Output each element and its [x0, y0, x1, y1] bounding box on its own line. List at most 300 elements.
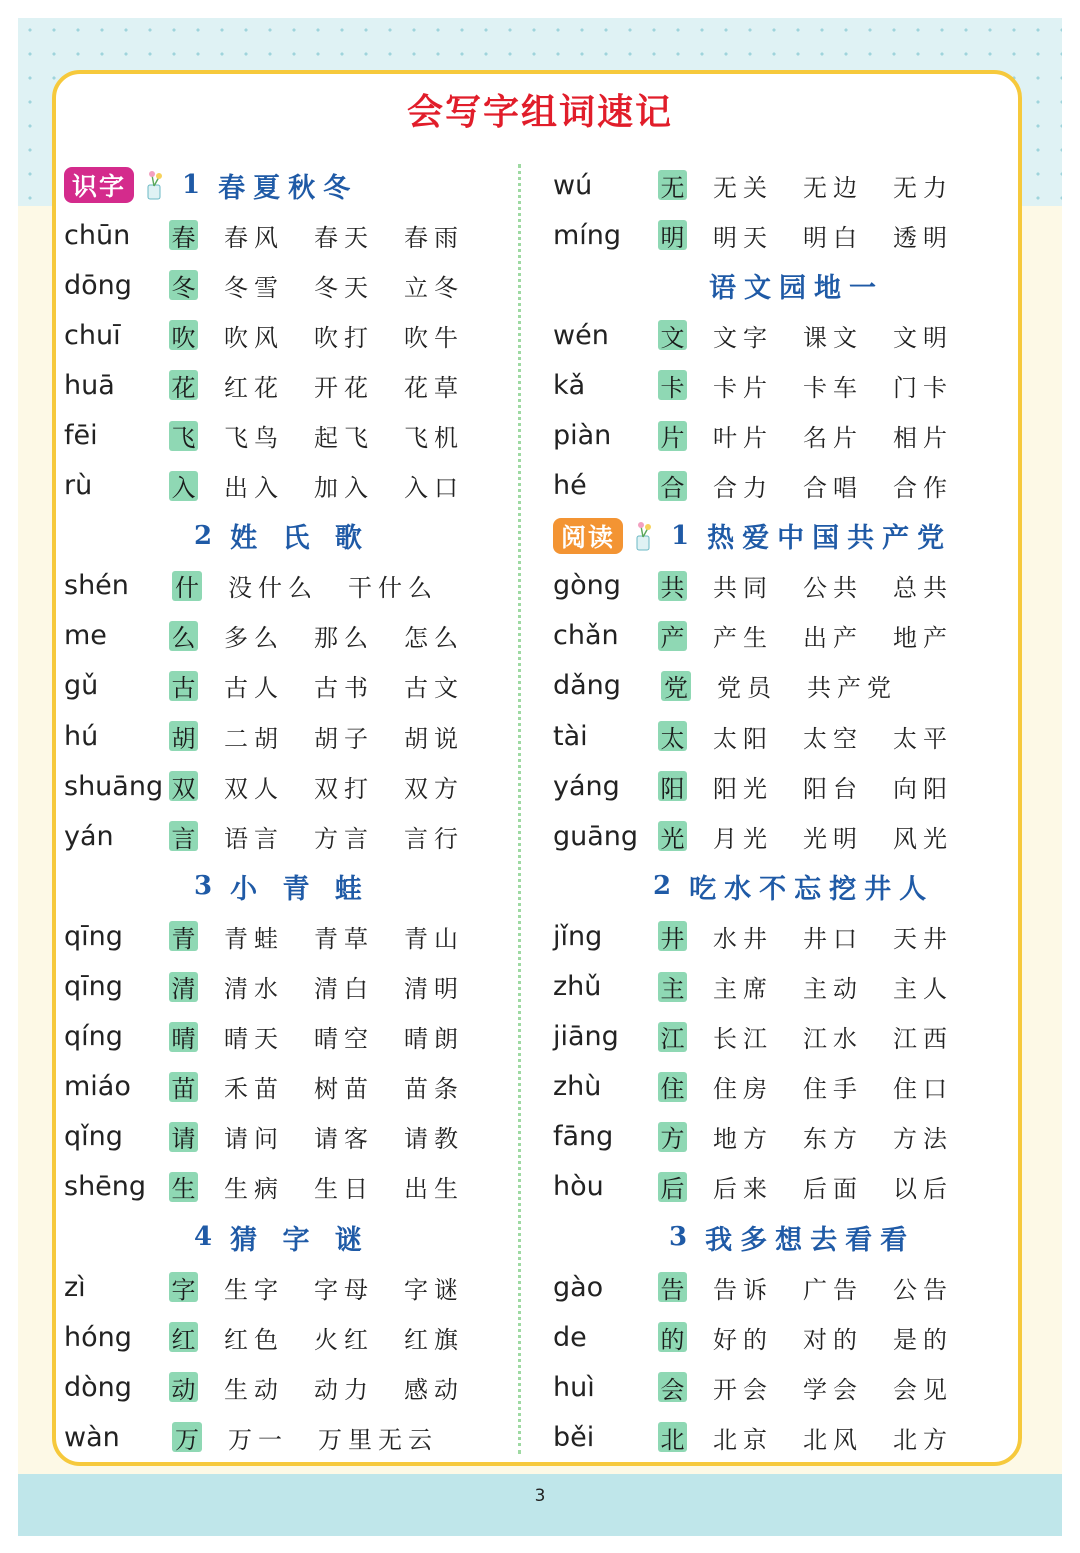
word: 入口: [404, 474, 464, 503]
word: 无力: [893, 173, 953, 202]
vocab-row: [64, 210, 494, 260]
word: 以后: [893, 1175, 953, 1204]
vocab-row: [553, 661, 983, 711]
word: 吹牛: [404, 323, 464, 352]
character-box: 的: [658, 1322, 687, 1352]
word: 相片: [893, 424, 953, 453]
character-box: 党: [661, 671, 691, 701]
word-list: [224, 969, 494, 1004]
word: 晴空: [314, 1025, 374, 1054]
vocab-row: [553, 1362, 983, 1412]
character-box: 春: [169, 220, 198, 250]
pinyin: hé: [553, 470, 587, 502]
pinyin: míng: [553, 219, 622, 251]
pinyin: qíng: [64, 1021, 123, 1053]
word-list: [224, 368, 494, 403]
vocab-row: [64, 1412, 494, 1462]
column-divider: [518, 164, 521, 1454]
word: 请客: [314, 1125, 374, 1154]
character-box: 古: [169, 671, 198, 701]
vocab-row: [553, 911, 983, 961]
pinyin: hóng: [64, 1321, 132, 1353]
word: 门卡: [893, 373, 953, 402]
pinyin: zì: [64, 1271, 86, 1303]
vocab-row: [553, 1312, 983, 1362]
word: 二胡: [224, 724, 284, 753]
pinyin: shēng: [64, 1171, 147, 1203]
word: 共同: [713, 574, 773, 603]
pinyin: chūn: [64, 219, 131, 251]
vocab-row: [64, 1362, 494, 1412]
word: 双打: [314, 774, 374, 803]
word: 生日: [314, 1175, 374, 1204]
word: 生字: [224, 1275, 284, 1304]
left-column: [64, 160, 494, 1462]
lesson-title: 猜 字 谜: [230, 1224, 370, 1256]
word-list: [224, 218, 494, 253]
word: 叶片: [713, 424, 773, 453]
pinyin: rù: [64, 470, 93, 502]
pinyin: zhǔ: [553, 971, 602, 1003]
word-list: [713, 919, 983, 954]
word: 阳光: [713, 774, 773, 803]
word: 文字: [713, 323, 773, 352]
pinyin: shuāng: [64, 770, 164, 802]
word: 公告: [893, 1275, 953, 1304]
word: 好的: [713, 1325, 773, 1354]
word-list: [224, 1270, 494, 1305]
character-box: 胡: [169, 721, 198, 751]
pinyin: kǎ: [553, 369, 586, 401]
vocab-row: [64, 360, 494, 410]
word: 感动: [404, 1375, 464, 1404]
word: 透明: [893, 223, 953, 252]
word: 卡车: [803, 373, 863, 402]
character-box: 太: [658, 721, 687, 751]
vocab-row: [64, 711, 494, 761]
vocab-row: [64, 962, 494, 1012]
lesson-title: 我多想去看看: [705, 1224, 916, 1256]
word: 无边: [803, 173, 863, 202]
right-column: [553, 160, 983, 1462]
word: 青草: [314, 924, 374, 953]
word: 向阳: [893, 774, 953, 803]
character-box: 共: [658, 571, 687, 601]
word: 晴天: [224, 1025, 284, 1054]
word: 文明: [893, 323, 953, 352]
word: 红旗: [404, 1325, 464, 1354]
word: 怎么: [404, 624, 464, 653]
word-list: [224, 1069, 494, 1104]
word: 春风: [224, 223, 284, 252]
character-box: 动: [169, 1372, 198, 1402]
character-box: 会: [658, 1372, 687, 1402]
word: 立冬: [404, 273, 464, 302]
word: 方法: [893, 1125, 953, 1154]
vocab-row: [553, 1162, 983, 1212]
word: 字母: [314, 1275, 374, 1304]
word: 春天: [314, 223, 374, 252]
vocab-row: [553, 711, 983, 761]
word: 光明: [803, 824, 863, 853]
pinyin: běi: [553, 1421, 595, 1453]
character-box: 告: [658, 1272, 687, 1302]
lesson-heading: [64, 511, 494, 561]
pinyin: me: [64, 620, 107, 652]
word: 明白: [803, 223, 863, 252]
lesson-number: 1: [671, 520, 690, 551]
word-list: [713, 1019, 983, 1054]
lesson-title: 热爱中国共产党: [707, 523, 953, 555]
character-box: 井: [658, 921, 687, 951]
character-box: 片: [658, 421, 687, 451]
word-list: [224, 1169, 494, 1204]
pinyin: jiāng: [553, 1021, 619, 1053]
word: 合唱: [803, 474, 863, 503]
character-box: 清: [169, 972, 198, 1002]
word: 方言: [314, 824, 374, 853]
pinyin: dòng: [64, 1371, 132, 1403]
word-list: [713, 969, 983, 1004]
pinyin: miáo: [64, 1071, 131, 1103]
word: 共产党: [807, 674, 897, 703]
word-list: [713, 719, 983, 754]
vocab-row: [64, 811, 494, 861]
character-box: 后: [658, 1172, 687, 1202]
word-list: [224, 819, 494, 854]
vocab-row: [64, 761, 494, 811]
word: 胡说: [404, 724, 464, 753]
vocab-row: [64, 1012, 494, 1062]
vocab-row: [64, 310, 494, 360]
word-list: [228, 568, 468, 603]
pinyin: wén: [553, 319, 609, 351]
lesson-number: 4: [194, 1222, 213, 1253]
pinyin: chǎn: [553, 620, 619, 652]
character-box: 北: [658, 1422, 687, 1452]
character-box: 光: [658, 821, 687, 851]
word: 清白: [314, 975, 374, 1004]
word-list: [713, 568, 983, 603]
character-box: 花: [169, 370, 198, 400]
word: 告诉: [713, 1275, 773, 1304]
character-box: 江: [658, 1022, 687, 1052]
vocab-row: [553, 360, 983, 410]
lesson-number: 1: [182, 170, 201, 201]
word: 语言: [224, 824, 284, 853]
character-box: 飞: [169, 421, 198, 451]
character-box: 吹: [169, 320, 198, 350]
word: 清明: [404, 975, 464, 1004]
word: 后面: [803, 1175, 863, 1204]
vocab-row: [64, 1312, 494, 1362]
lesson-number: 2: [653, 871, 672, 902]
word: 学会: [803, 1375, 863, 1404]
pinyin: guāng: [553, 820, 639, 852]
lesson-heading: [553, 1212, 983, 1262]
character-box: 合: [658, 471, 687, 501]
word: 古文: [404, 674, 464, 703]
character-box: 卡: [658, 370, 687, 400]
word: 住房: [713, 1075, 773, 1104]
lesson-title: 春夏秋冬: [218, 172, 359, 204]
word: 太平: [893, 724, 953, 753]
word: 胡子: [314, 724, 374, 753]
pinyin: piàn: [553, 420, 612, 452]
vocab-row: [553, 1112, 983, 1162]
word: 会见: [893, 1375, 953, 1404]
pinyin: zhù: [553, 1071, 602, 1103]
word-list: [717, 668, 927, 703]
word: 吹打: [314, 323, 374, 352]
pinyin: fāng: [553, 1121, 614, 1153]
lesson-heading: [64, 1212, 494, 1262]
character-box: 产: [658, 621, 687, 651]
flower-icon: [633, 520, 655, 552]
lesson-heading: [553, 861, 983, 911]
pinyin: tài: [553, 720, 588, 752]
lesson-heading: [553, 260, 983, 310]
pinyin: huā: [64, 369, 115, 401]
page-title: 会写字组词速记: [406, 92, 673, 133]
character-box: 请: [169, 1122, 198, 1152]
word: 出入: [224, 474, 284, 503]
vocab-row: [553, 962, 983, 1012]
character-box: 么: [169, 621, 198, 651]
word: 起飞: [314, 424, 374, 453]
word: 水井: [713, 924, 773, 953]
word: 天井: [893, 924, 953, 953]
character-box: 什: [172, 571, 202, 601]
pinyin: yáng: [553, 770, 620, 802]
pinyin: dōng: [64, 269, 132, 301]
word: 广告: [803, 1275, 863, 1304]
word: 课文: [803, 323, 863, 352]
word: 产生: [713, 624, 773, 653]
word-list: [224, 769, 494, 804]
word: 井口: [803, 924, 863, 953]
vocab-row: [64, 1112, 494, 1162]
character-box: 字: [169, 1272, 198, 1302]
lesson-title: 吃水不忘挖井人: [689, 873, 935, 905]
word: 红色: [224, 1325, 284, 1354]
word: 青蛙: [224, 924, 284, 953]
pinyin: huì: [553, 1371, 595, 1403]
word-list: [713, 1320, 983, 1355]
lesson-heading: [64, 160, 494, 210]
word: 党员: [717, 674, 777, 703]
word: 是的: [893, 1325, 953, 1354]
character-box: 方: [658, 1122, 687, 1152]
word: 冬雪: [224, 273, 284, 302]
word: 晴朗: [404, 1025, 464, 1054]
word-list: [713, 218, 983, 253]
word-list: [713, 1370, 983, 1405]
word: 青山: [404, 924, 464, 953]
vocab-row: [553, 1062, 983, 1112]
character-box: 生: [169, 1172, 198, 1202]
pinyin: shén: [64, 570, 129, 602]
pinyin: gòng: [553, 570, 621, 602]
word: 字谜: [404, 1275, 464, 1304]
word: 住口: [893, 1075, 953, 1104]
word: 请教: [404, 1125, 464, 1154]
character-box: 明: [658, 220, 687, 250]
word: 北京: [713, 1425, 773, 1454]
word-list: [713, 1069, 983, 1104]
lesson-number: 3: [669, 1222, 688, 1253]
word-list: [713, 418, 983, 453]
vocab-row: [64, 1262, 494, 1312]
word: 动力: [314, 1375, 374, 1404]
character-box: 晴: [169, 1022, 198, 1052]
word: 禾苗: [224, 1075, 284, 1104]
word: 那么: [314, 624, 374, 653]
word: 长江: [713, 1025, 773, 1054]
character-box: 青: [169, 921, 198, 951]
character-box: 双: [169, 771, 198, 801]
word: 多么: [224, 624, 284, 653]
word-list: [713, 1169, 983, 1204]
word: 北风: [803, 1425, 863, 1454]
vocab-row: [64, 561, 494, 611]
word-list: [224, 1119, 494, 1154]
section-tag: 识字: [64, 167, 134, 203]
pinyin: qīng: [64, 971, 123, 1003]
lesson-heading: [553, 511, 983, 561]
word: 风光: [893, 824, 953, 853]
word: 飞机: [404, 424, 464, 453]
word-list: [713, 618, 983, 653]
word-list: [713, 168, 983, 203]
word-list: [224, 1019, 494, 1054]
pinyin: chuī: [64, 319, 121, 351]
pinyin: wú: [553, 169, 593, 201]
vocab-row: [64, 661, 494, 711]
word: 开花: [314, 373, 374, 402]
pinyin: yán: [64, 820, 114, 852]
vocab-row: [64, 260, 494, 310]
word: 江西: [893, 1025, 953, 1054]
word-list: [224, 418, 494, 453]
word: 言行: [404, 824, 464, 853]
word: 火红: [314, 1325, 374, 1354]
word: 飞鸟: [224, 424, 284, 453]
vocab-row: [64, 1062, 494, 1112]
lesson-title: 语文园地一: [709, 272, 884, 304]
section-tag: 阅读: [553, 518, 623, 554]
pinyin: gǔ: [64, 670, 99, 702]
vocab-row: [553, 611, 983, 661]
word-list: [713, 769, 983, 804]
word: 双方: [404, 774, 464, 803]
vocab-row: [553, 761, 983, 811]
pinyin: dǎng: [553, 670, 621, 702]
vocab-row: [553, 461, 983, 511]
word: 主席: [713, 975, 773, 1004]
vocab-row: [553, 1412, 983, 1462]
word-list: [224, 719, 494, 754]
character-box: 入: [169, 471, 198, 501]
vocab-row: [553, 811, 983, 861]
lesson-title: 姓 氏 歌: [230, 523, 370, 555]
character-box: 言: [169, 821, 198, 851]
word: 双人: [224, 774, 284, 803]
lesson-heading: [64, 861, 494, 911]
word: 无关: [713, 173, 773, 202]
character-box: 万: [172, 1422, 202, 1452]
word: 后来: [713, 1175, 773, 1204]
pinyin: wàn: [64, 1421, 120, 1453]
pinyin: qǐng: [64, 1121, 123, 1153]
word: 卡片: [713, 373, 773, 402]
word: 主人: [893, 975, 953, 1004]
pinyin: jǐng: [553, 920, 603, 952]
pinyin: fēi: [64, 420, 98, 452]
vocab-row: [64, 1162, 494, 1212]
character-box: 文: [658, 320, 687, 350]
vocab-row: [553, 310, 983, 360]
word: 出生: [404, 1175, 464, 1204]
character-box: 冬: [169, 270, 198, 300]
word: 主动: [803, 975, 863, 1004]
word: 名片: [803, 424, 863, 453]
word: 江水: [803, 1025, 863, 1054]
word-list: [224, 318, 494, 353]
word: 明天: [713, 223, 773, 252]
pinyin: hòu: [553, 1171, 604, 1203]
word-list: [713, 468, 983, 503]
word: 北方: [893, 1425, 953, 1454]
word-list: [224, 268, 494, 303]
word: 公共: [803, 574, 863, 603]
word: 对的: [803, 1325, 863, 1354]
word: 苗条: [404, 1075, 464, 1104]
flower-icon: [144, 169, 166, 201]
character-box: 红: [169, 1322, 198, 1352]
word: 住手: [803, 1075, 863, 1104]
word: 树苗: [314, 1075, 374, 1104]
word-list: [224, 668, 494, 703]
word-list: [224, 919, 494, 954]
word-list: [713, 318, 983, 353]
word: 古人: [224, 674, 284, 703]
word: 月光: [713, 824, 773, 853]
word: 万里无云: [318, 1425, 438, 1454]
pinyin: hú: [64, 720, 99, 752]
word-list: [224, 1320, 494, 1355]
character-box: 住: [658, 1072, 687, 1102]
vocab-row: [553, 1262, 983, 1312]
word: 合力: [713, 474, 773, 503]
word: 吹风: [224, 323, 284, 352]
word: 古书: [314, 674, 374, 703]
word: 出产: [803, 624, 863, 653]
vocab-row: [64, 611, 494, 661]
word: 太空: [803, 724, 863, 753]
word: 请问: [224, 1125, 284, 1154]
word: 东方: [803, 1125, 863, 1154]
word: 清水: [224, 975, 284, 1004]
pinyin: gào: [553, 1271, 604, 1303]
word-list: [713, 819, 983, 854]
word-list: [713, 368, 983, 403]
vocab-row: [553, 1012, 983, 1062]
word: 红花: [224, 373, 284, 402]
word-list: [713, 1119, 983, 1154]
lesson-number: 3: [194, 871, 213, 902]
word: 太阳: [713, 724, 773, 753]
